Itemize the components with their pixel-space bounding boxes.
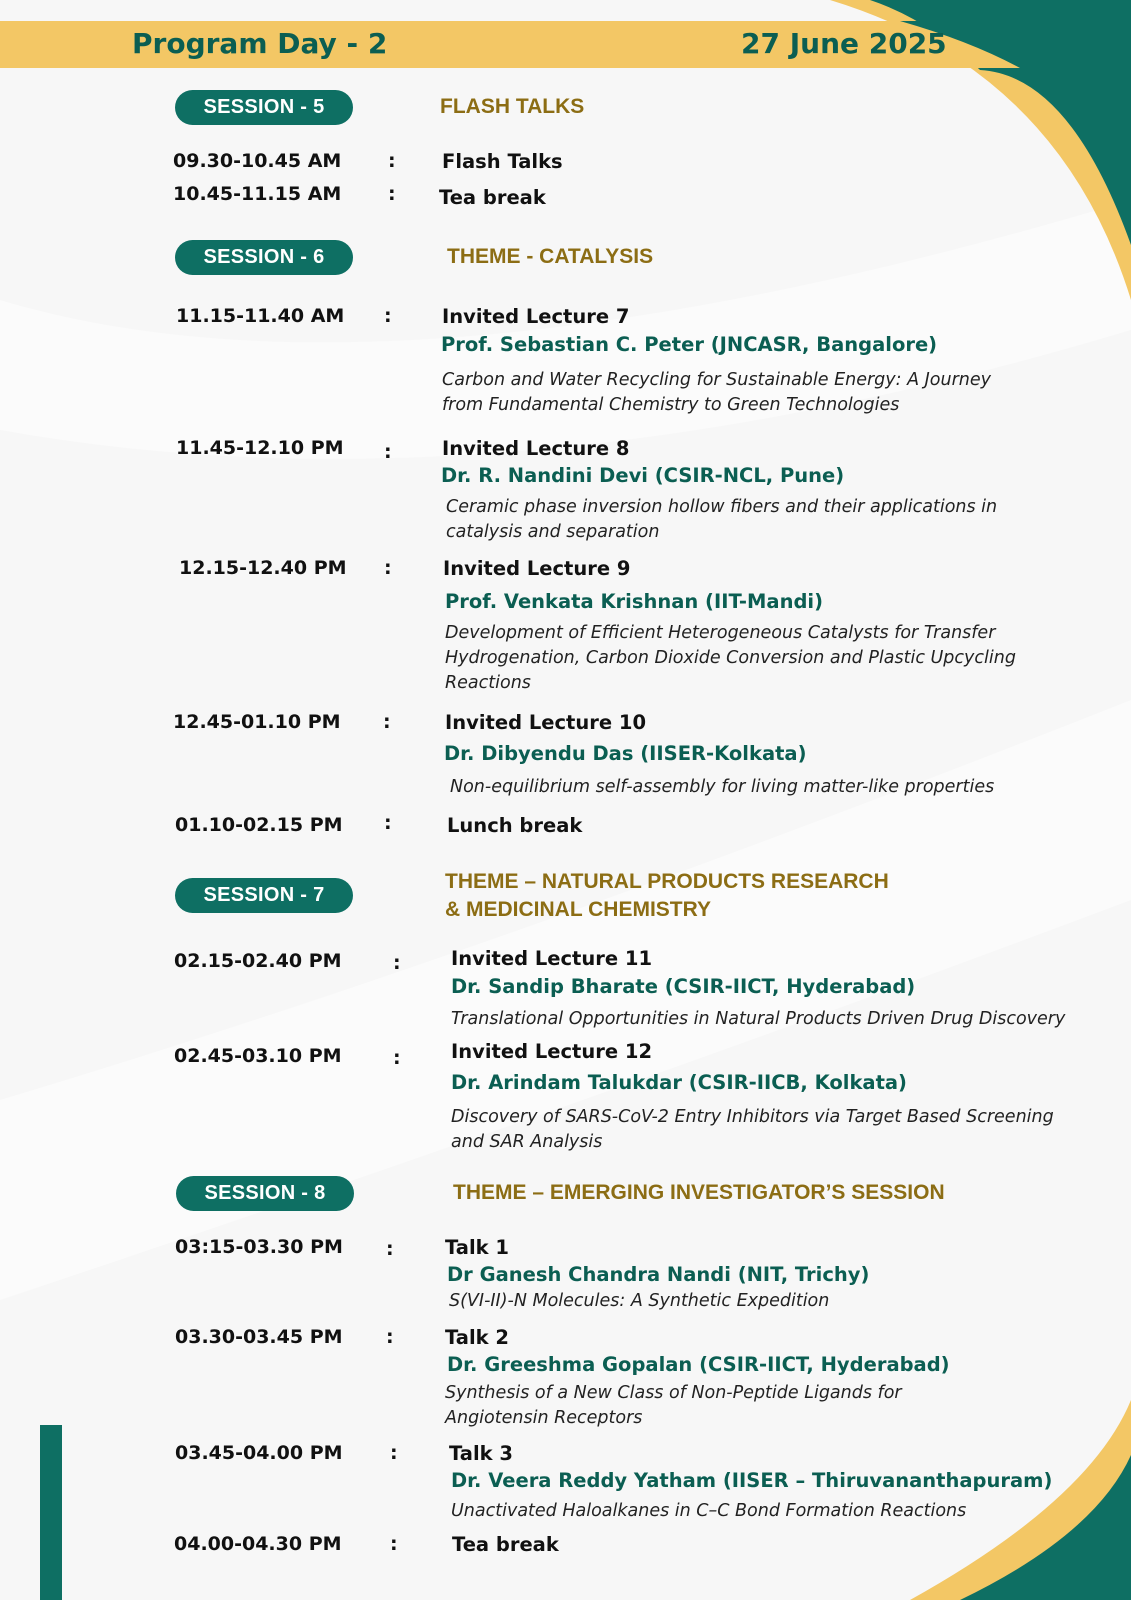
session-badge-7: SESSION - 7 xyxy=(175,878,353,913)
program-date: 27 June 2025 xyxy=(741,27,947,60)
item-speaker: Dr Ganesh Chandra Nandi (NIT, Trichy) xyxy=(447,1263,870,1286)
session-badge-8: SESSION - 8 xyxy=(176,1176,354,1211)
item-time: 03:15-03.30 PM xyxy=(175,1236,343,1258)
item-title: Lunch break xyxy=(447,814,583,837)
item-speaker: Dr. Veera Reddy Yatham (IISER – Thiruvananthapuram) xyxy=(451,1469,1053,1492)
item-separator: : xyxy=(384,812,392,834)
item-title: Talk 3 xyxy=(449,1442,513,1465)
session-theme-8: THEME – EMERGING INVESTIGATOR’S SESSION xyxy=(453,1181,945,1204)
item-speaker: Dr. Sandip Bharate (CSIR-IICT, Hyderabad) xyxy=(451,975,916,998)
item-abstract: Development of Efficient Heterogeneous Catalysts for Transfer Hydrogenation, Carbon Dioxide Conversion and Plastic Upcycling Reactions xyxy=(445,623,1016,693)
session-theme-6: THEME - CATALYSIS xyxy=(447,245,654,268)
item-separator: : xyxy=(390,1442,398,1464)
page-title: Program Day - 2 xyxy=(132,27,388,60)
item-title: Tea break xyxy=(452,1533,559,1556)
item-time: 12.45-01.10 PM xyxy=(173,711,341,733)
item-abstract: Non-equilibrium self-assembly for living matter-like properties xyxy=(450,777,995,797)
item-title: Invited Lecture 10 xyxy=(445,711,647,734)
session-theme-7-line1: THEME – NATURAL PRODUCTS RESEARCH xyxy=(445,870,889,893)
item-separator: : xyxy=(386,1238,394,1260)
item-time: 02.45-03.10 PM xyxy=(174,1045,342,1067)
item-time: 02.15-02.40 PM xyxy=(174,950,342,972)
item-time: 09.30-10.45 AM xyxy=(173,150,342,172)
item-separator: : xyxy=(388,150,396,172)
item-title: Talk 1 xyxy=(445,1236,509,1259)
item-title: Invited Lecture 7 xyxy=(442,305,630,328)
item-time: 03.30-03.45 PM xyxy=(175,1326,343,1348)
item-separator: : xyxy=(390,1533,398,1555)
item-speaker: Dr. R. Nandini Devi (CSIR-NCL, Pune) xyxy=(441,464,845,487)
item-time: 01.10-02.15 PM xyxy=(175,814,343,836)
item-abstract: Translational Opportunities in Natural Products Driven Drug Discovery xyxy=(451,1009,1066,1029)
item-time: 12.15-12.40 PM xyxy=(179,557,347,579)
session-badge-5: SESSION - 5 xyxy=(175,90,353,125)
item-separator: : xyxy=(383,711,391,733)
item-abstract: Carbon and Water Recycling for Sustainable Energy: A Journey from Fundamental Chemistry to Green Technologies xyxy=(442,370,992,415)
item-abstract: Ceramic phase inversion hollow fibers and their applications in catalysis and separation xyxy=(446,497,998,542)
item-abstract: Discovery of SARS-CoV-2 Entry Inhibitors via Target Based Screening and SAR Analysis xyxy=(451,1107,1054,1152)
item-separator: : xyxy=(393,952,401,974)
item-title: Tea break xyxy=(439,186,546,209)
item-speaker: Prof. Sebastian C. Peter (JNCASR, Bangalore) xyxy=(441,333,938,356)
item-title: Talk 2 xyxy=(445,1326,509,1349)
session-badge-6: SESSION - 6 xyxy=(175,240,353,275)
item-time: 11.45-12.10 PM xyxy=(176,437,344,459)
item-abstract: Unactivated Haloalkanes in C–C Bond Formation Reactions xyxy=(451,1501,967,1521)
item-separator: : xyxy=(384,557,392,579)
item-title: Invited Lecture 8 xyxy=(442,437,630,460)
item-speaker: Prof. Venkata Krishnan (IIT-Mandi) xyxy=(445,590,824,613)
item-title: Flash Talks xyxy=(442,150,563,173)
item-separator: : xyxy=(393,1047,401,1069)
item-time: 04.00-04.30 PM xyxy=(174,1533,342,1555)
session-theme-5: FLASH TALKS xyxy=(440,95,585,118)
item-speaker: Dr. Arindam Talukdar (CSIR-IICB, Kolkata) xyxy=(451,1071,907,1094)
item-separator: : xyxy=(386,1326,394,1348)
item-separator: : xyxy=(384,441,392,463)
item-title: Invited Lecture 12 xyxy=(451,1040,653,1063)
item-speaker: Dr. Dibyendu Das (IISER-Kolkata) xyxy=(444,742,807,765)
item-title: Invited Lecture 9 xyxy=(443,557,631,580)
item-speaker: Dr. Greeshma Gopalan (CSIR-IICT, Hyderabad) xyxy=(447,1353,950,1376)
item-time: 11.15-11.40 AM xyxy=(176,305,345,327)
session-theme-7-line2: & MEDICINAL CHEMISTRY xyxy=(445,898,712,921)
item-abstract: Synthesis of a New Class of Non-Peptide Ligands for Angiotensin Receptors xyxy=(445,1383,902,1428)
item-title: Invited Lecture 11 xyxy=(451,947,653,970)
item-time: 03.45-04.00 PM xyxy=(175,1442,343,1464)
item-separator: : xyxy=(384,305,392,327)
item-time: 10.45-11.15 AM xyxy=(173,183,342,205)
item-abstract: S(VI-II)-N Molecules: A Synthetic Expedition xyxy=(449,1291,830,1311)
item-separator: : xyxy=(388,183,396,205)
